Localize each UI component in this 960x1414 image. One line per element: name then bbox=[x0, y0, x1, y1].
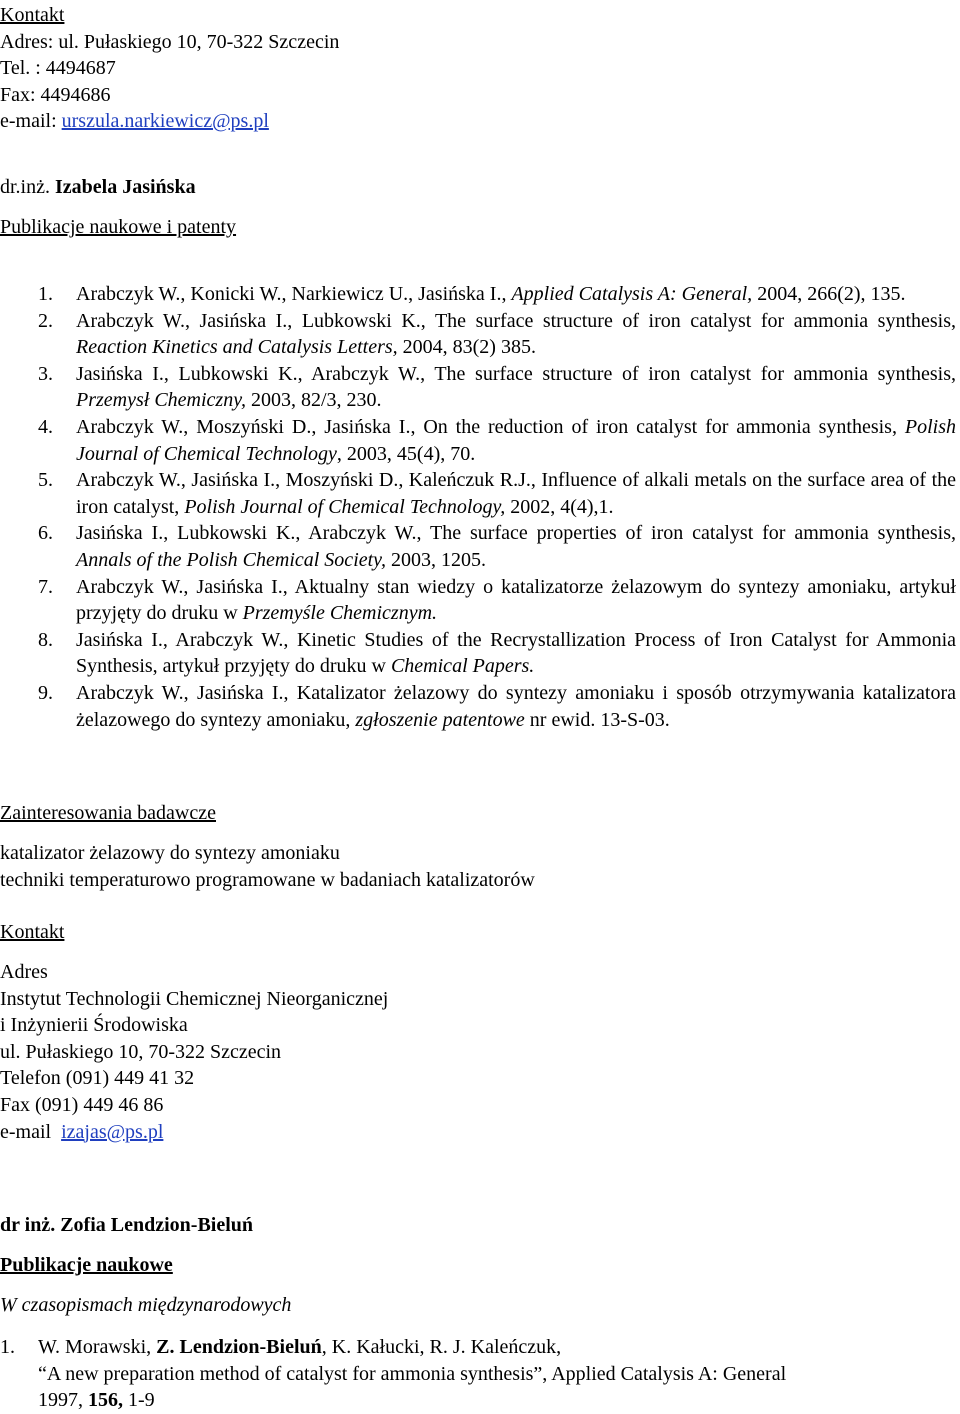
publication-item bbox=[0, 308, 960, 361]
pub-journal: Przemysł Chemiczny, bbox=[76, 389, 246, 412]
pub-authors: Arabczyk W., Konicki W., Narkiewicz U., Jasińska I., bbox=[76, 283, 512, 305]
item-number: 8. bbox=[38, 628, 53, 651]
pub-journal: Przemyśle Chemicznym. bbox=[242, 602, 438, 625]
publication-item bbox=[0, 467, 960, 520]
address-label: Adres bbox=[0, 961, 48, 983]
publication-item bbox=[0, 574, 960, 627]
pub-authors: Jasińska I., Lubkowski K., Arabczyk W., bbox=[76, 362, 435, 385]
publication-item bbox=[0, 680, 960, 733]
item-number: 4. bbox=[38, 415, 53, 438]
pub-volume: 156, bbox=[88, 1389, 123, 1412]
pub-authors: Arabczyk W., Moszyński D., Jasińska I., bbox=[76, 415, 424, 438]
pub-title: Kinetic Studies of the Recrystallization Process of Iron Catalyst for Ammonia Synthesis, artykuł przyjęty do druku w bbox=[76, 628, 956, 678]
address-line: Instytut Technologii Chemicznej Nieorganicznej bbox=[0, 987, 389, 1010]
pub-journal: Polish Journal of Chemical Technology bbox=[76, 415, 956, 465]
item-number: 1. bbox=[0, 1336, 15, 1358]
publications-subheading: W czasopismach międzynarodowych bbox=[0, 1294, 292, 1316]
pub-authors: W. Morawski, bbox=[38, 1336, 157, 1358]
item-number: 7. bbox=[38, 575, 53, 598]
item-number: 3. bbox=[38, 362, 53, 385]
pub-details: nr ewid. 13-S-03. bbox=[524, 708, 670, 731]
pub-journal: Chemical Papers. bbox=[390, 655, 535, 678]
item-number: 2. bbox=[38, 309, 53, 332]
email-link[interactable]: izajas@ps.pl bbox=[61, 1120, 164, 1143]
pub-title: On the reduction of iron catalyst for ammonia synthesis, bbox=[423, 415, 905, 438]
item-number: 5. bbox=[38, 469, 53, 492]
pub-title: The surface structure of iron catalyst for ammonia synthesis, bbox=[434, 309, 956, 332]
pub-details: 2002, 4(4),1. bbox=[505, 495, 614, 518]
pub-details: 2003, 82/3, 230. bbox=[245, 389, 382, 412]
publication-list bbox=[0, 281, 960, 733]
pub-title: Katalizator żelazowy do syntezy amoniaku i sposób otrzymywania katalizatora żelazowego do syntezy amoniaku, bbox=[76, 681, 957, 731]
email-label: e-mail bbox=[0, 1120, 62, 1143]
contact-heading: Kontakt bbox=[0, 4, 65, 26]
publication-item bbox=[0, 1334, 960, 1414]
pub-details: 2004, 83(2) 385. bbox=[397, 336, 536, 359]
email-label: e-mail: bbox=[0, 110, 62, 133]
publication-item bbox=[0, 281, 960, 308]
contact-email-row bbox=[0, 1119, 960, 1146]
publications-heading: Publikacje naukowe i patenty bbox=[0, 216, 237, 238]
person-name bbox=[0, 1212, 960, 1239]
interests-heading: Zainteresowania badawcze bbox=[0, 802, 216, 824]
pub-title: The surface structure of iron catalyst for ammonia synthesis, bbox=[434, 362, 957, 385]
pub-authors: Arabczyk W., Jasińska I., bbox=[76, 575, 295, 598]
pub-title: Influence of alkali metals on the surface area of the iron catalyst, bbox=[76, 469, 957, 518]
item-number: 6. bbox=[38, 522, 53, 545]
pub-authors: , K. Kałucki, R. J. Kaleńczuk, bbox=[321, 1336, 562, 1358]
publication-item bbox=[0, 520, 960, 573]
pub-authors-highlight: Z. Lendzion-Bieluń bbox=[156, 1336, 322, 1358]
pub-details: 2003, 1205. bbox=[385, 548, 486, 571]
contact-email-row bbox=[0, 108, 960, 135]
contact-heading: Kontakt bbox=[0, 921, 65, 943]
pub-title: “A new preparation method of catalyst for ammonia synthesis”, Applied Catalysis A: General bbox=[38, 1362, 787, 1385]
name-text: Izabela Jasińska bbox=[55, 176, 196, 198]
pub-journal: Annals of the Polish Chemical Society, bbox=[76, 548, 386, 571]
pub-journal: Applied Catalysis A: General, bbox=[511, 283, 753, 305]
contact-address: Adres: ul. Pułaskiego 10, 70-322 Szczecin bbox=[0, 30, 340, 53]
publication-item bbox=[0, 627, 960, 680]
name-prefix: dr inż. bbox=[0, 1214, 61, 1236]
pub-authors: Jasińska I., Arabczyk W., bbox=[76, 628, 297, 651]
pub-authors: Arabczyk W., Jasińska I., Moszyński D., Kaleńczuk R.J., bbox=[76, 469, 542, 492]
pub-authors: Arabczyk W., Jasińska I., Lubkowski K., bbox=[76, 309, 435, 332]
pub-title: Aktualny stan wiedzy o katalizatorze żelazowym do syntezy amoniaku, artykuł przyjęty do druku w bbox=[76, 575, 956, 625]
pub-title: The surface properties of iron catalyst for ammonia synthesis, bbox=[430, 522, 956, 545]
name-text: Zofia Lendzion-Bieluń bbox=[60, 1214, 254, 1236]
publication-item bbox=[0, 414, 960, 467]
person-name bbox=[0, 174, 960, 201]
pub-details: , 2003, 45(4), 70. bbox=[336, 442, 476, 465]
pub-journal: Polish Journal of Chemical Technology, bbox=[184, 495, 506, 518]
email-link[interactable]: urszula.narkiewicz@ps.pl bbox=[61, 110, 269, 133]
address-line: i Inżynierii Środowiska bbox=[0, 1014, 188, 1037]
fax-line: Fax (091) 449 46 86 bbox=[0, 1093, 164, 1116]
pub-authors: Arabczyk W., Jasińska I., bbox=[76, 681, 297, 704]
pub-year: 1997, bbox=[38, 1389, 88, 1412]
contact-phone: Tel. : 4494687 bbox=[0, 57, 116, 80]
item-number: 1. bbox=[38, 283, 53, 305]
item-number: 9. bbox=[38, 681, 53, 704]
pub-authors: Jasińska I., Lubkowski K., Arabczyk W., bbox=[76, 522, 431, 545]
publication-item bbox=[0, 361, 960, 414]
interest-item: katalizator żelazowy do syntezy amoniaku bbox=[0, 842, 340, 864]
address-line: ul. Pułaskiego 10, 70-322 Szczecin bbox=[0, 1040, 282, 1063]
pub-journal: zgłoszenie patentowe bbox=[355, 708, 525, 731]
publications-heading: Publikacje naukowe bbox=[0, 1254, 173, 1276]
contact-fax: Fax: 4494686 bbox=[0, 83, 111, 106]
pub-pages: 1-9 bbox=[123, 1389, 155, 1412]
pub-details: 2004, 266(2), 135. bbox=[752, 283, 906, 305]
name-prefix: dr.inż. bbox=[0, 176, 55, 198]
phone-line: Telefon (091) 449 41 32 bbox=[0, 1067, 195, 1090]
pub-journal: Reaction Kinetics and Catalysis Letters, bbox=[76, 336, 398, 359]
interest-item: techniki temperaturowo programowane w badaniach katalizatorów bbox=[0, 868, 535, 891]
